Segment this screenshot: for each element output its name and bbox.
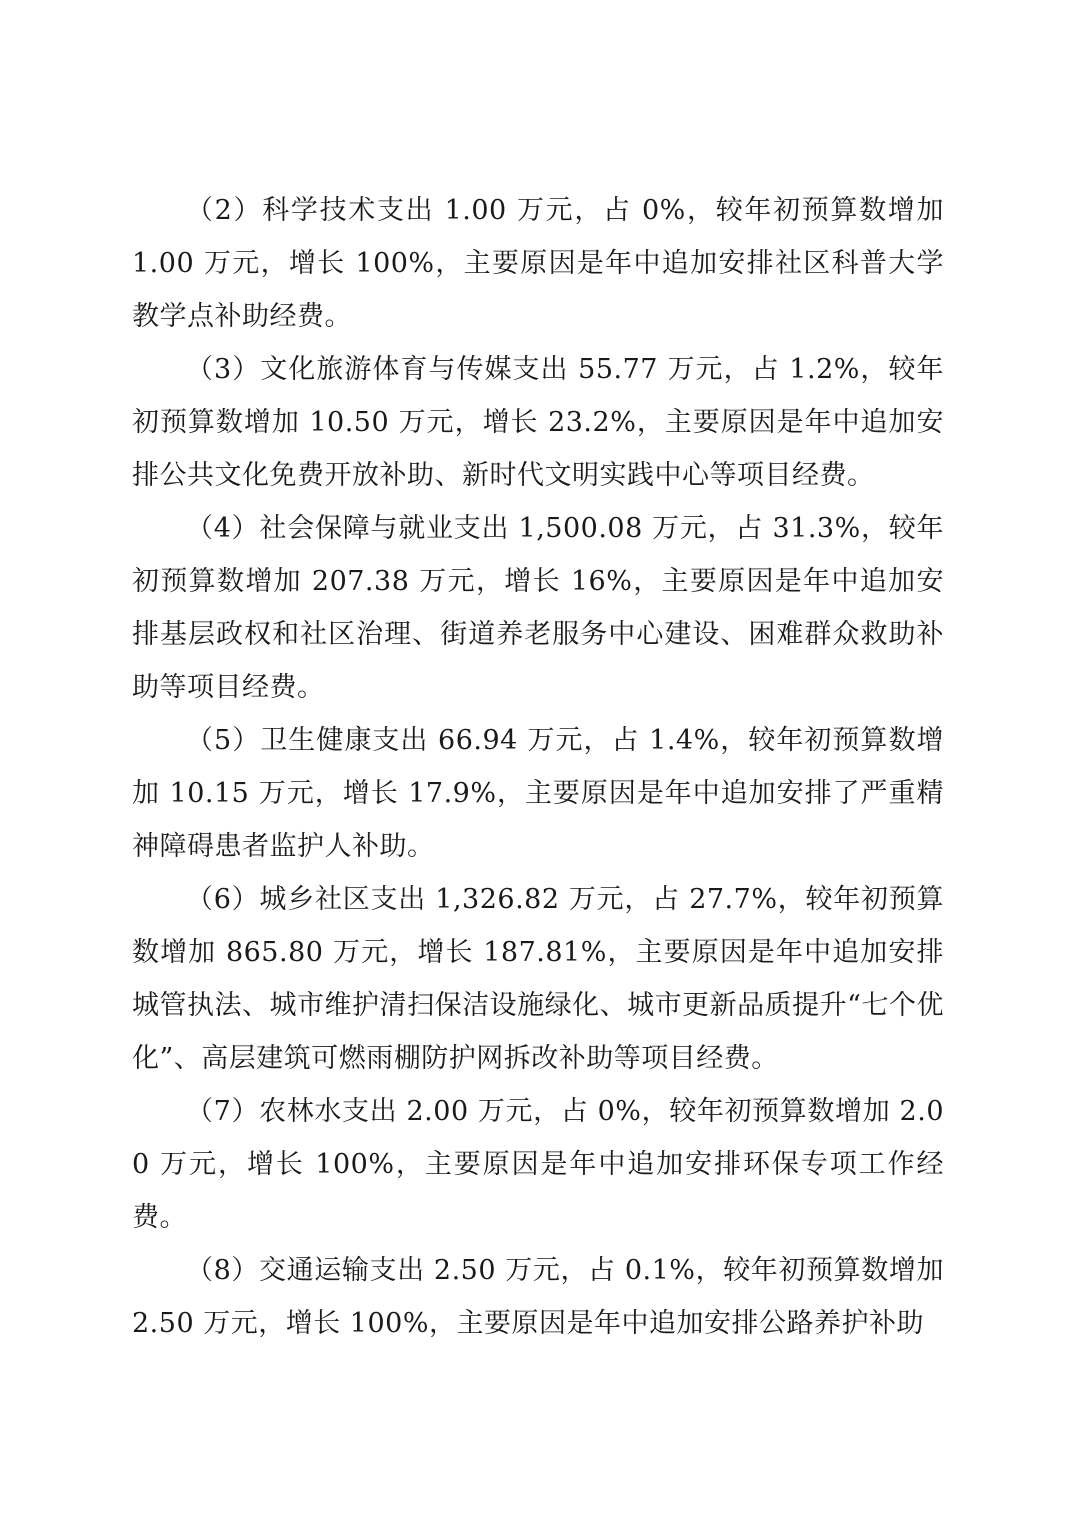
paragraph-health: （5）卫生健康支出 66.94 万元，占 1.4%，较年初预算数增加 10.15 万元，增长 17.9%，主要原因是年中追加安排了严重精神障碍患者监护人补助。	[132, 725, 944, 862]
paragraph-culture-tourism: （3）文化旅游体育与传媒支出 55.77 万元，占 1.2%，较年初预算数增加 10.50 万元，增长 23.2%，主要原因是年中追加安排公共文化免费开放补助、新时代文明实践中心等项目经费。	[132, 354, 944, 491]
paragraph-agriculture: （7）农林水支出 2.00 万元，占 0%，较年初预算数增加 2.00 万元，增长 100%，主要原因是年中追加安排环保专项工作经费。	[132, 1096, 944, 1233]
document-body	[132, 184, 944, 1350]
paragraph-science-tech: （2）科学技术支出 1.00 万元，占 0%，较年初预算数增加 1.00 万元，增长 100%，主要原因是年中追加安排社区科普大学教学点补助经费。	[132, 195, 944, 332]
paragraph-urban-rural: （6）城乡社区支出 1,326.82 万元，占 27.7%，较年初预算数增加 865.80 万元，增长 187.81%，主要原因是年中追加安排城管执法、城市维护清扫保洁设施绿化、城市更新品质提升“七个优化”、高层建筑可燃雨棚防护网拆改补助等项目经费。	[132, 884, 944, 1074]
paragraph-transport: （8）交通运输支出 2.50 万元，占 0.1%，较年初预算数增加 2.50 万元，增长 100%，主要原因是年中追加安排公路养护补助	[132, 1255, 944, 1339]
paragraph-social-security: （4）社会保障与就业支出 1,500.08 万元，占 31.3%，较年初预算数增加 207.38 万元，增长 16%，主要原因是年中追加安排基层政权和社区治理、街道养老服务中心建设、困难群众救助补助等项目经费。	[132, 513, 944, 703]
